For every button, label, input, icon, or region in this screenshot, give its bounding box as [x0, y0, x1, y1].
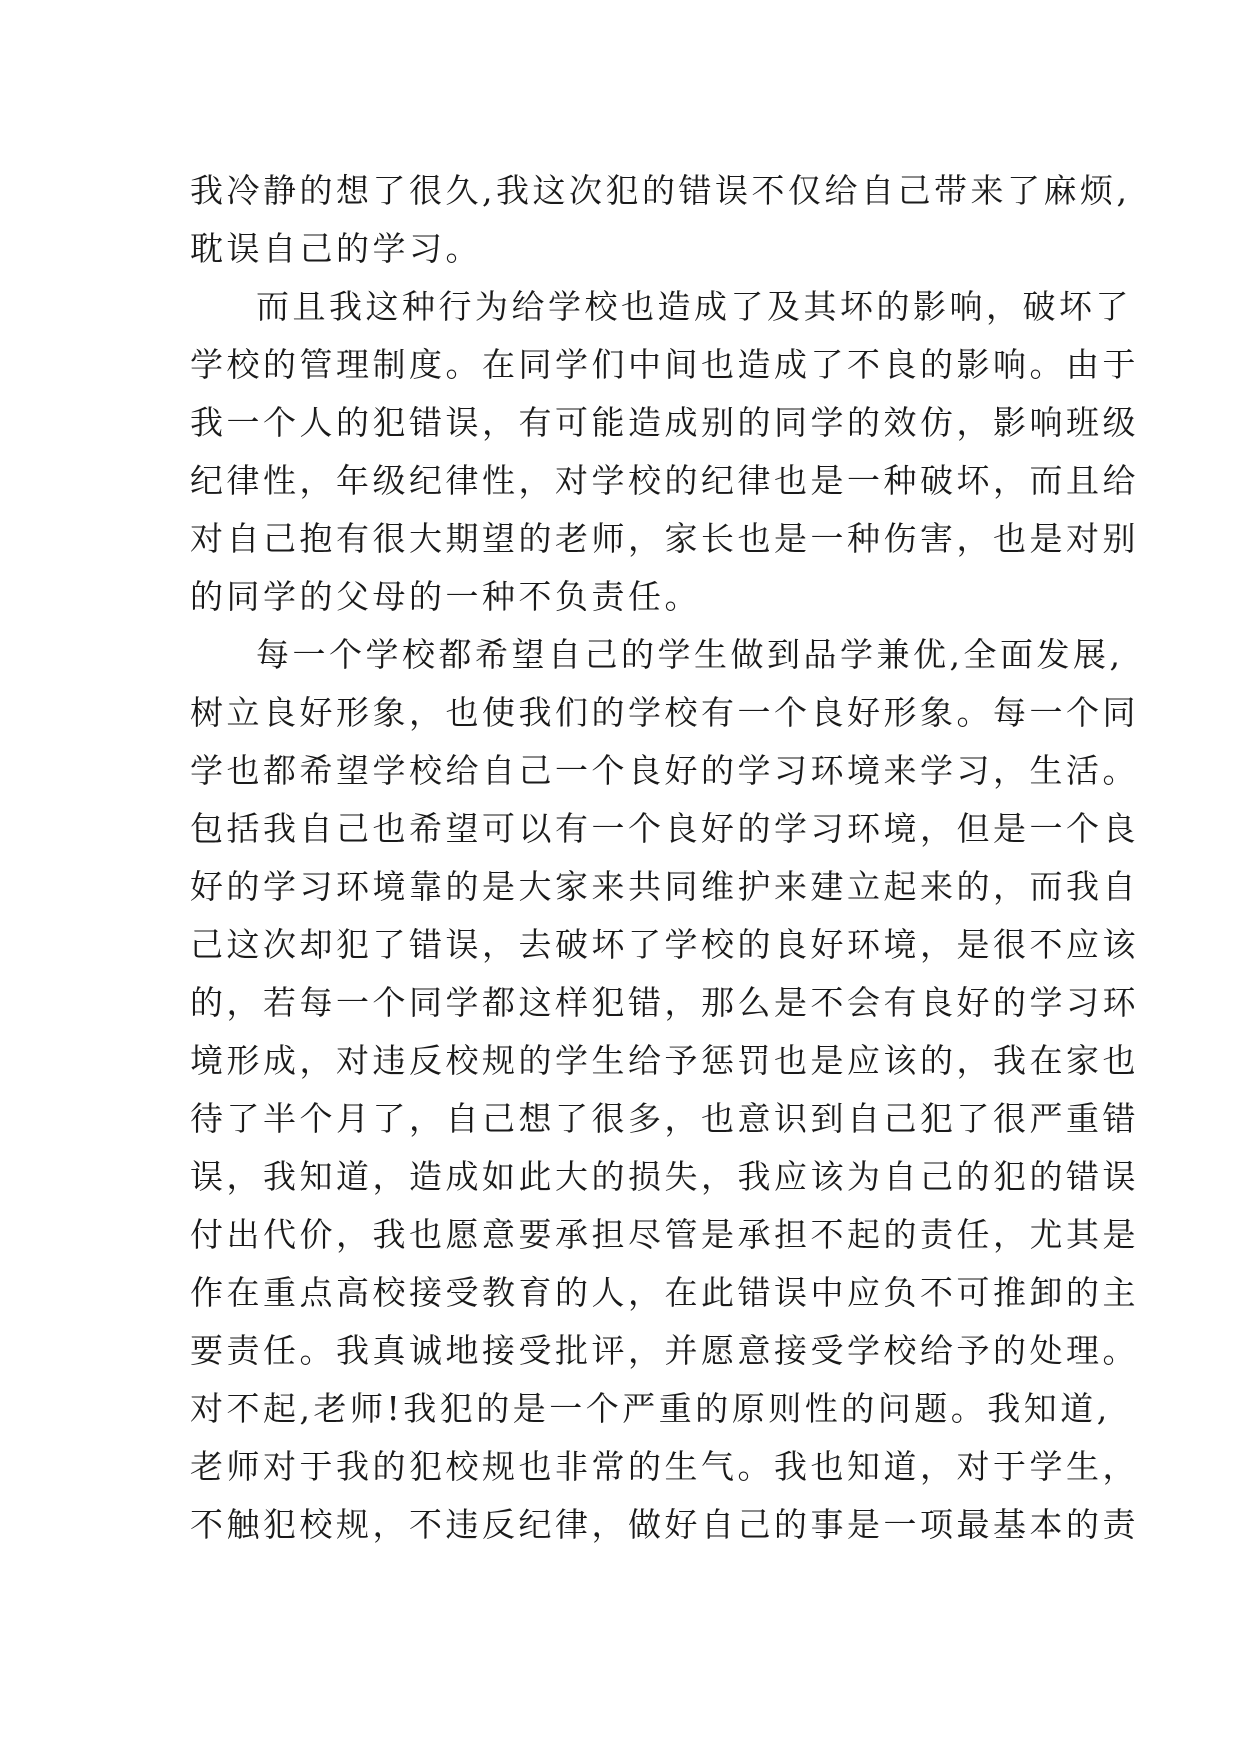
body-text	[190, 162, 1139, 1554]
text-line: 的，若每一个同学都这样犯错，那么是不会有良好的学习环	[190, 983, 1139, 1022]
text-line: 树立良好形象，也使我们的学校有一个良好形象。每一个同	[190, 693, 1139, 732]
text-line: 学校的管理制度。在同学们中间也造成了不良的影响。由于	[190, 345, 1139, 384]
paragraph-start-line: 而且我这种行为给学校也造成了及其坏的影响，破坏了	[256, 287, 1132, 326]
text-line: 待了半个月了，自己想了很多，也意识到自己犯了很严重错	[190, 1099, 1139, 1138]
text-line: 境形成，对违反校规的学生给予惩罚也是应该的，我在家也	[190, 1041, 1139, 1080]
text-line: 不触犯校规，不违反纪律，做好自己的事是一项最基本的责	[190, 1505, 1139, 1544]
text-line: 包括我自己也希望可以有一个良好的学习环境，但是一个良	[190, 809, 1139, 848]
text-line: 作在重点高校接受教育的人，在此错误中应负不可推卸的主	[190, 1273, 1139, 1312]
text-line: 误，我知道，造成如此大的损失，我应该为自己的犯的错误	[190, 1157, 1139, 1196]
text-line: 我冷静的想了很久,我这次犯的错误不仅给自己带来了麻烦,	[190, 171, 1131, 210]
paragraph-start-line: 每一个学校都希望自己的学生做到品学兼优,全面发展,	[256, 635, 1124, 674]
text-line: 学也都希望学校给自己一个良好的学习环境来学习，生活。	[190, 751, 1139, 790]
text-line: 己这次却犯了错误，去破坏了学校的良好环境，是很不应该	[190, 925, 1139, 964]
text-line: 老师对于我的犯校规也非常的生气。我也知道，对于学生，	[190, 1447, 1139, 1486]
text-line: 对自己抱有很大期望的老师，家长也是一种伤害，也是对别	[190, 519, 1139, 558]
text-line: 我一个人的犯错误，有可能造成别的同学的效仿，影响班级	[190, 403, 1139, 442]
text-line: 的同学的父母的一种不负责任。	[190, 577, 701, 616]
text-line: 付出代价，我也愿意要承担尽管是承担不起的责任，尤其是	[190, 1215, 1139, 1254]
text-line: 对不起,老师!我犯的是一个严重的原则性的问题。我知道,	[190, 1389, 1111, 1428]
text-line: 纪律性，年级纪律性，对学校的纪律也是一种破坏，而且给	[190, 461, 1139, 500]
text-line: 好的学习环境靠的是大家来共同维护来建立起来的，而我自	[190, 867, 1139, 906]
text-line: 耽误自己的学习。	[190, 229, 482, 268]
text-line: 要责任。我真诚地接受批评，并愿意接受学校给予的处理。	[190, 1331, 1139, 1370]
